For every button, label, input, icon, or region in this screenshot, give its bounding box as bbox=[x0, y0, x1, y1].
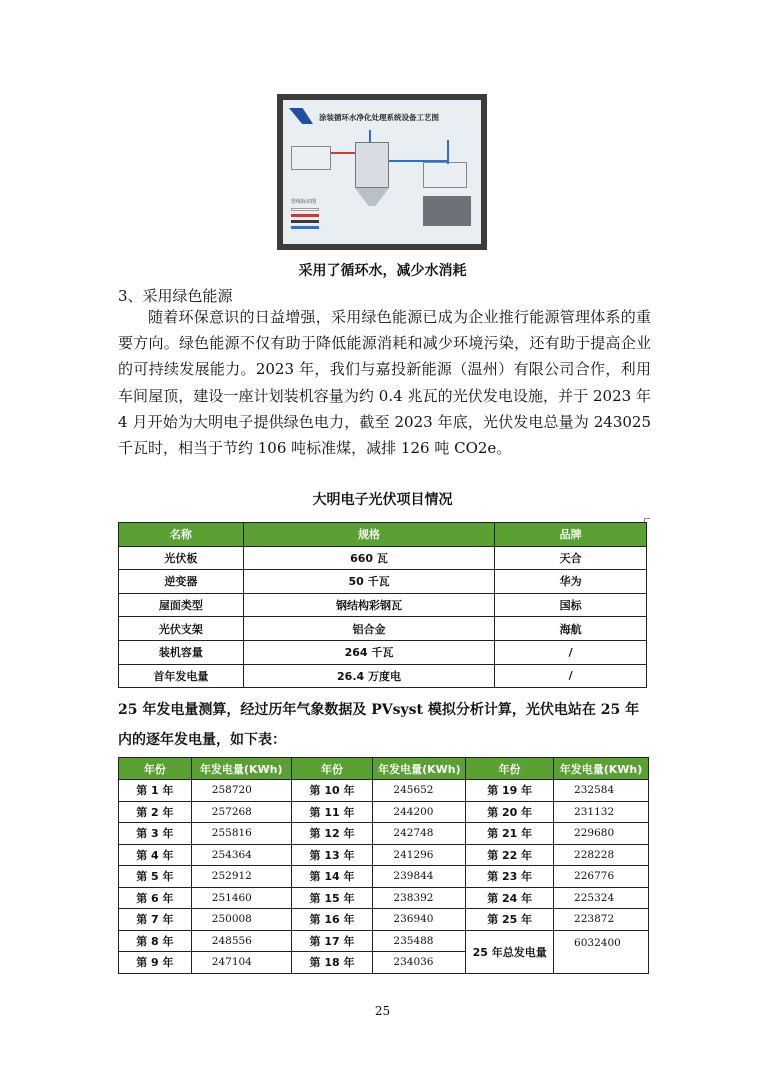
year-cell: 第 9 年 bbox=[119, 952, 192, 974]
year-cell: 第 6 年 bbox=[119, 887, 192, 909]
table-cell: 26.4 万度电 bbox=[243, 664, 495, 688]
year-cell: 第 17 年 bbox=[291, 930, 373, 952]
year-cell: 第 7 年 bbox=[119, 909, 192, 931]
diagram-box bbox=[291, 146, 331, 170]
year-cell: 第 21 年 bbox=[466, 823, 554, 845]
generation-cell: 255816 bbox=[191, 823, 291, 845]
year-cell: 第 14 年 bbox=[291, 866, 373, 888]
table-row bbox=[119, 823, 649, 845]
table-cell: 天合 bbox=[495, 546, 647, 570]
table-row bbox=[119, 866, 649, 888]
board-title: 涂装循环水净化处理系统设备工艺图 bbox=[319, 113, 439, 122]
generation-cell: 245652 bbox=[373, 780, 466, 802]
generation-cell: 244200 bbox=[373, 801, 466, 823]
generation-cell: 236940 bbox=[373, 909, 466, 931]
generation-cell: 239844 bbox=[373, 866, 466, 888]
process-board bbox=[283, 100, 481, 244]
year-cell: 第 25 年 bbox=[466, 909, 554, 931]
generation-cell: 248556 bbox=[191, 930, 291, 952]
year-cell: 第 3 年 bbox=[119, 823, 192, 845]
generation-cell: 247104 bbox=[191, 952, 291, 974]
page-number: 25 bbox=[374, 1004, 391, 1018]
generation-cell: 232584 bbox=[554, 780, 649, 802]
year-cell: 第 20 年 bbox=[466, 801, 554, 823]
table-cell: 660 瓦 bbox=[243, 546, 495, 570]
total-value-cell: 6032400 bbox=[554, 930, 649, 973]
year-cell: 第 1 年 bbox=[119, 780, 192, 802]
table-row bbox=[119, 593, 647, 617]
legend-swatch bbox=[291, 226, 319, 229]
table-row bbox=[119, 546, 647, 570]
table-cell: 铝合金 bbox=[243, 617, 495, 641]
generation-cell: 242748 bbox=[373, 823, 466, 845]
year-cell: 第 12 年 bbox=[291, 823, 373, 845]
diagram-pipe bbox=[369, 130, 371, 142]
table-row bbox=[119, 640, 647, 664]
table-row bbox=[119, 801, 649, 823]
table-cell: 屋面类型 bbox=[119, 593, 244, 617]
generation-cell: 235488 bbox=[373, 930, 466, 952]
table-row bbox=[119, 570, 647, 594]
body-paragraph: 随着环保意识的日益增强，采用绿色能源已成为企业推行能源管理体系的重要方向。绿色能源不仅有助于降低能源消耗和减少环境污染，还有助于提高企业的可持续发展能力。2023 年，我们与嘉投新能源（温州）有限公司合作，利用车间屋顶，建设一座计划装机容量为约 0.4 兆瓦的光伏发电设施，并于 2023 年 4 月开始为大明电子提供绿色电力，截至 2023 年底，光伏发电总量为 243025 千瓦时，相当于节约 106 吨标准煤，减排 126 吨 CO2e。 bbox=[118, 308, 651, 458]
year-cell: 第 15 年 bbox=[291, 887, 373, 909]
table-cell: / bbox=[495, 640, 647, 664]
generation-cell: 229680 bbox=[554, 823, 649, 845]
legend-swatch bbox=[291, 214, 319, 217]
diagram-tank bbox=[355, 142, 389, 188]
generation-cell: 228228 bbox=[554, 844, 649, 866]
table-header-cell: 名称 bbox=[119, 523, 244, 547]
year-cell: 第 10 年 bbox=[291, 780, 373, 802]
pipe-legend bbox=[291, 198, 339, 236]
table-cell: 装机容量 bbox=[119, 640, 244, 664]
table-header-cell: 品牌 bbox=[495, 523, 647, 547]
table-cell: 海航 bbox=[495, 617, 647, 641]
diagram-box bbox=[423, 162, 467, 188]
table-cell: 国标 bbox=[495, 593, 647, 617]
table-cell: 逆变器 bbox=[119, 570, 244, 594]
table-row bbox=[119, 617, 647, 641]
table-row bbox=[119, 844, 649, 866]
year-cell: 第 2 年 bbox=[119, 801, 192, 823]
legend-swatch bbox=[291, 208, 319, 211]
table-cell: 264 千瓦 bbox=[243, 640, 495, 664]
pv-project-table bbox=[118, 522, 647, 688]
diagram-pipe bbox=[389, 160, 449, 162]
diagram-machine bbox=[423, 196, 471, 226]
year-cell: 第 16 年 bbox=[291, 909, 373, 931]
table-header-cell: 规格 bbox=[243, 523, 495, 547]
year-cell: 第 4 年 bbox=[119, 844, 192, 866]
year-cell: 第 24 年 bbox=[466, 887, 554, 909]
generation-cell: 257268 bbox=[191, 801, 291, 823]
table-header-cell: 年发电量(KWh) bbox=[554, 758, 649, 780]
diagram-pipe bbox=[331, 152, 355, 154]
year-cell: 第 11 年 bbox=[291, 801, 373, 823]
legend-title: 管线标识图 bbox=[291, 199, 317, 205]
photo-caption: 采用了循环水，减少水消耗 bbox=[298, 263, 467, 279]
table-row bbox=[119, 780, 649, 802]
table-row bbox=[119, 887, 649, 909]
generation-cell: 234036 bbox=[373, 952, 466, 974]
generation-cell: 238392 bbox=[373, 887, 466, 909]
table-cell: 首年发电量 bbox=[119, 664, 244, 688]
generation-cell: 231132 bbox=[554, 801, 649, 823]
legend-swatch bbox=[291, 220, 319, 223]
table1-caption: 大明电子光伏项目情况 bbox=[312, 492, 453, 508]
generation-cell: 241296 bbox=[373, 844, 466, 866]
table-row bbox=[119, 909, 649, 931]
generation-cell: 252912 bbox=[191, 866, 291, 888]
table-header-cell: 年份 bbox=[291, 758, 373, 780]
table-cell: 50 千瓦 bbox=[243, 570, 495, 594]
table-cell: 华为 bbox=[495, 570, 647, 594]
generation-cell: 223872 bbox=[554, 909, 649, 931]
year-cell: 第 19 年 bbox=[466, 780, 554, 802]
table-row bbox=[119, 664, 647, 688]
generation-cell: 251460 bbox=[191, 887, 291, 909]
table-header-cell: 年份 bbox=[119, 758, 192, 780]
total-label-cell: 25 年总发电量 bbox=[466, 930, 554, 973]
table-row bbox=[119, 930, 649, 952]
generation-cell: 226776 bbox=[554, 866, 649, 888]
process-diagram-photo bbox=[277, 94, 487, 250]
intro-text: 25 年发电量测算，经过历年气象数据及 PVsyst 模拟分析计算，光伏电站在 25 年内的逐年发电量，如下表： bbox=[118, 702, 640, 748]
generation-cell: 258720 bbox=[191, 780, 291, 802]
generation-cell: 250008 bbox=[191, 909, 291, 931]
annual-generation-table bbox=[118, 757, 649, 974]
table-cell: 钢结构彩钢瓦 bbox=[243, 593, 495, 617]
table-cell: 光伏支架 bbox=[119, 617, 244, 641]
table-header-cell: 年发电量(KWh) bbox=[191, 758, 291, 780]
table-header-cell: 年份 bbox=[466, 758, 554, 780]
year-cell: 第 22 年 bbox=[466, 844, 554, 866]
table-cell: 光伏板 bbox=[119, 546, 244, 570]
diagram-cone bbox=[355, 188, 389, 206]
year-cell: 第 5 年 bbox=[119, 866, 192, 888]
generation-cell: 254364 bbox=[191, 844, 291, 866]
year-cell: 第 18 年 bbox=[291, 952, 373, 974]
diagram-pipe bbox=[447, 140, 449, 164]
table-cell: / bbox=[495, 664, 647, 688]
year-cell: 第 13 年 bbox=[291, 844, 373, 866]
year-cell: 第 23 年 bbox=[466, 866, 554, 888]
generation-cell: 225324 bbox=[554, 887, 649, 909]
table-header-cell: 年发电量(KWh) bbox=[373, 758, 466, 780]
year-cell: 第 8 年 bbox=[119, 930, 192, 952]
section-heading: 3、采用绿色能源 bbox=[118, 287, 233, 305]
